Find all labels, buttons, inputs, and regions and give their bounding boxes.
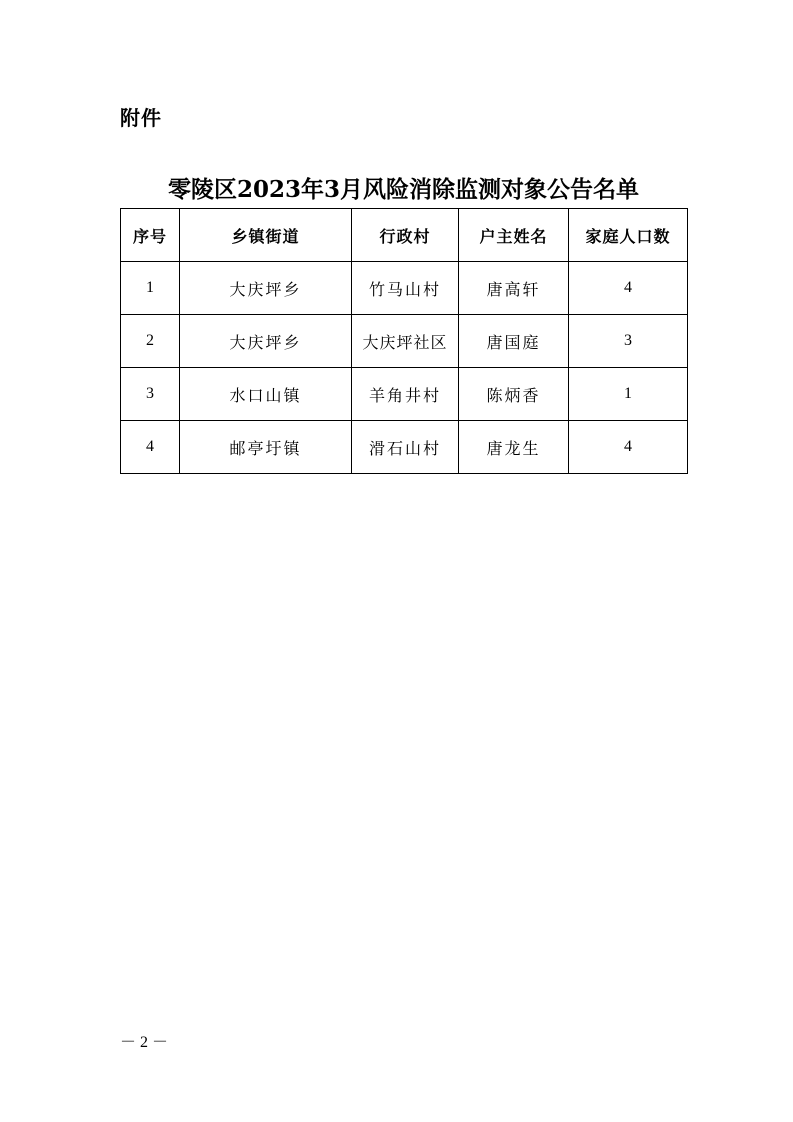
attachment-label: 附件 xyxy=(120,106,162,130)
cell-village: 竹马山村 xyxy=(352,262,459,315)
cell-seq: 3 xyxy=(121,368,180,421)
cell-household-head: 唐龙生 xyxy=(459,421,569,474)
header-household-head: 户主姓名 xyxy=(459,209,569,262)
table-row xyxy=(121,368,688,421)
cell-town: 邮亭圩镇 xyxy=(180,421,352,474)
cell-household-head: 唐国庭 xyxy=(459,315,569,368)
header-village: 行政村 xyxy=(352,209,459,262)
cell-town: 大庆坪乡 xyxy=(180,315,352,368)
header-town: 乡镇街道 xyxy=(180,209,352,262)
document-title: 零陵区2023年3月风险消除监测对象公告名单 xyxy=(167,176,640,203)
cell-family-size: 4 xyxy=(569,421,688,474)
cell-seq: 1 xyxy=(121,262,180,315)
page-number: － 2 － xyxy=(120,1034,169,1051)
cell-village: 大庆坪社区 xyxy=(352,315,459,368)
cell-household-head: 唐高轩 xyxy=(459,262,569,315)
roster-table xyxy=(120,208,688,474)
cell-town: 水口山镇 xyxy=(180,368,352,421)
cell-seq: 2 xyxy=(121,315,180,368)
table-header-row xyxy=(121,209,688,262)
cell-family-size: 3 xyxy=(569,315,688,368)
table-row xyxy=(121,315,688,368)
cell-town: 大庆坪乡 xyxy=(180,262,352,315)
table-row xyxy=(121,262,688,315)
cell-family-size: 4 xyxy=(569,262,688,315)
cell-household-head: 陈炳香 xyxy=(459,368,569,421)
cell-village: 滑石山村 xyxy=(352,421,459,474)
header-family-size: 家庭人口数 xyxy=(569,209,688,262)
header-seq: 序号 xyxy=(121,209,180,262)
cell-family-size: 1 xyxy=(569,368,688,421)
table-row xyxy=(121,421,688,474)
cell-seq: 4 xyxy=(121,421,180,474)
cell-village: 羊角井村 xyxy=(352,368,459,421)
